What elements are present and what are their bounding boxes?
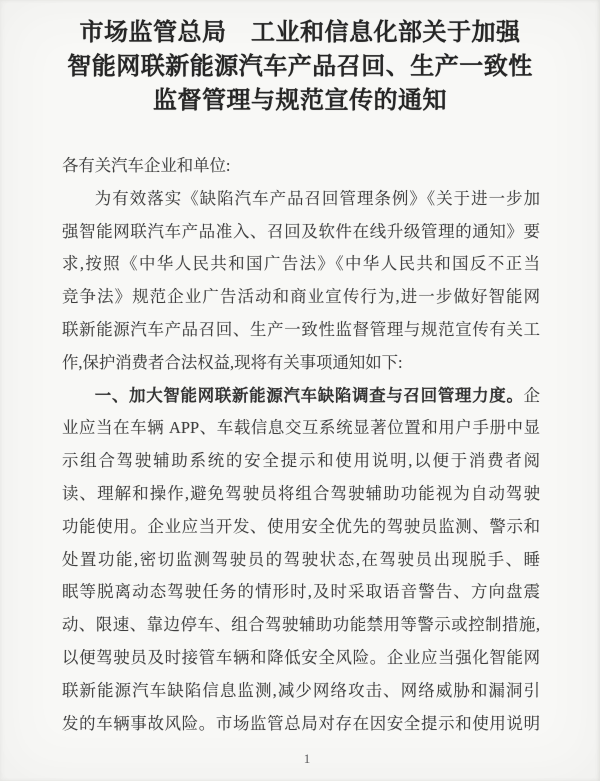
text-line bbox=[62, 478, 540, 511]
body-text: 业应当在车辆 APP、车载信息交互系统显著位置和用户手册中显 bbox=[62, 418, 540, 438]
body-text: 作,保护消费者合法权益,现将有关事项通知如下: bbox=[62, 352, 403, 372]
document-body bbox=[62, 183, 540, 741]
body-text: 为有效落实《缺陷汽车产品召回管理条例》《关于进一步加 bbox=[94, 188, 540, 208]
text-line bbox=[62, 544, 540, 577]
text-line bbox=[62, 347, 540, 380]
title-line-2: 智能网联新能源汽车产品召回、生产一致性 bbox=[67, 54, 533, 80]
text-line bbox=[62, 216, 540, 249]
body-text: 竞争法》规范企业广告活动和商业宣传行为,进一步做好智能网 bbox=[62, 287, 540, 307]
body-text: 示组合驾驶辅助系统的安全提示和使用说明,以便于消费者阅 bbox=[62, 451, 540, 471]
salutation: 各有关汽车企业和单位: bbox=[62, 156, 231, 175]
text-line bbox=[62, 675, 540, 708]
page-number: 1 bbox=[303, 751, 311, 766]
section-heading-text: 一、加大智能网联新能源汽车缺陷调查与召回管理力度。 bbox=[94, 385, 524, 405]
text-line bbox=[62, 511, 540, 544]
body-text: 眠等脱离动态驾驶任务的情形时,及时采取语音警告、方向盘震 bbox=[62, 582, 540, 602]
title-line-3: 监督管理与规范宣传的通知 bbox=[153, 88, 447, 114]
text-line bbox=[62, 380, 540, 413]
text-line bbox=[62, 412, 540, 445]
document-content bbox=[62, 150, 540, 740]
text-line bbox=[62, 445, 540, 478]
title-line-1: 市场监管总局 工业和信息化部关于加强 bbox=[79, 20, 521, 46]
text-line bbox=[62, 609, 540, 642]
body-text: 企 bbox=[523, 385, 540, 405]
body-text: 读、理解和操作,避免驾驶员将组合驾驶辅助功能视为自动驾驶 bbox=[62, 483, 540, 503]
text-line bbox=[62, 248, 540, 281]
text-line bbox=[62, 281, 540, 314]
body-text: 发的车辆事故风险。市场监管总局对存在因安全提示和使用说明 bbox=[62, 713, 540, 733]
text-line bbox=[62, 314, 540, 347]
text-line bbox=[62, 642, 540, 675]
body-text: 强智能网联汽车产品准入、召回及软件在线升级管理的通知》要 bbox=[62, 221, 540, 241]
body-text: 联新能源汽车产品召回、生产一致性监督管理与规范宣传有关工 bbox=[62, 319, 540, 339]
text-line bbox=[62, 708, 540, 741]
body-text: 以便驾驶员及时接管车辆和降低安全风险。企业应当强化智能网 bbox=[62, 647, 540, 667]
body-text: 联新能源汽车缺陷信息监测,减少网络攻击、网络威胁和漏洞引 bbox=[62, 680, 540, 700]
body-text: 动、限速、靠边停车、组合驾驶辅助功能禁用等警示或控制措施, bbox=[62, 615, 540, 635]
body-text: 功能使用。企业应当开发、使用安全优先的驾驶员监测、警示和 bbox=[62, 516, 540, 536]
text-line bbox=[62, 183, 540, 216]
document-title bbox=[0, 16, 600, 118]
body-text: 求,按照《中华人民共和国广告法》《中华人民共和国反不正当 bbox=[62, 254, 540, 274]
text-line bbox=[62, 576, 540, 609]
body-text: 处置功能,密切监测驾驶员的驾驶状态,在驾驶员出现脱手、睡 bbox=[62, 549, 540, 569]
